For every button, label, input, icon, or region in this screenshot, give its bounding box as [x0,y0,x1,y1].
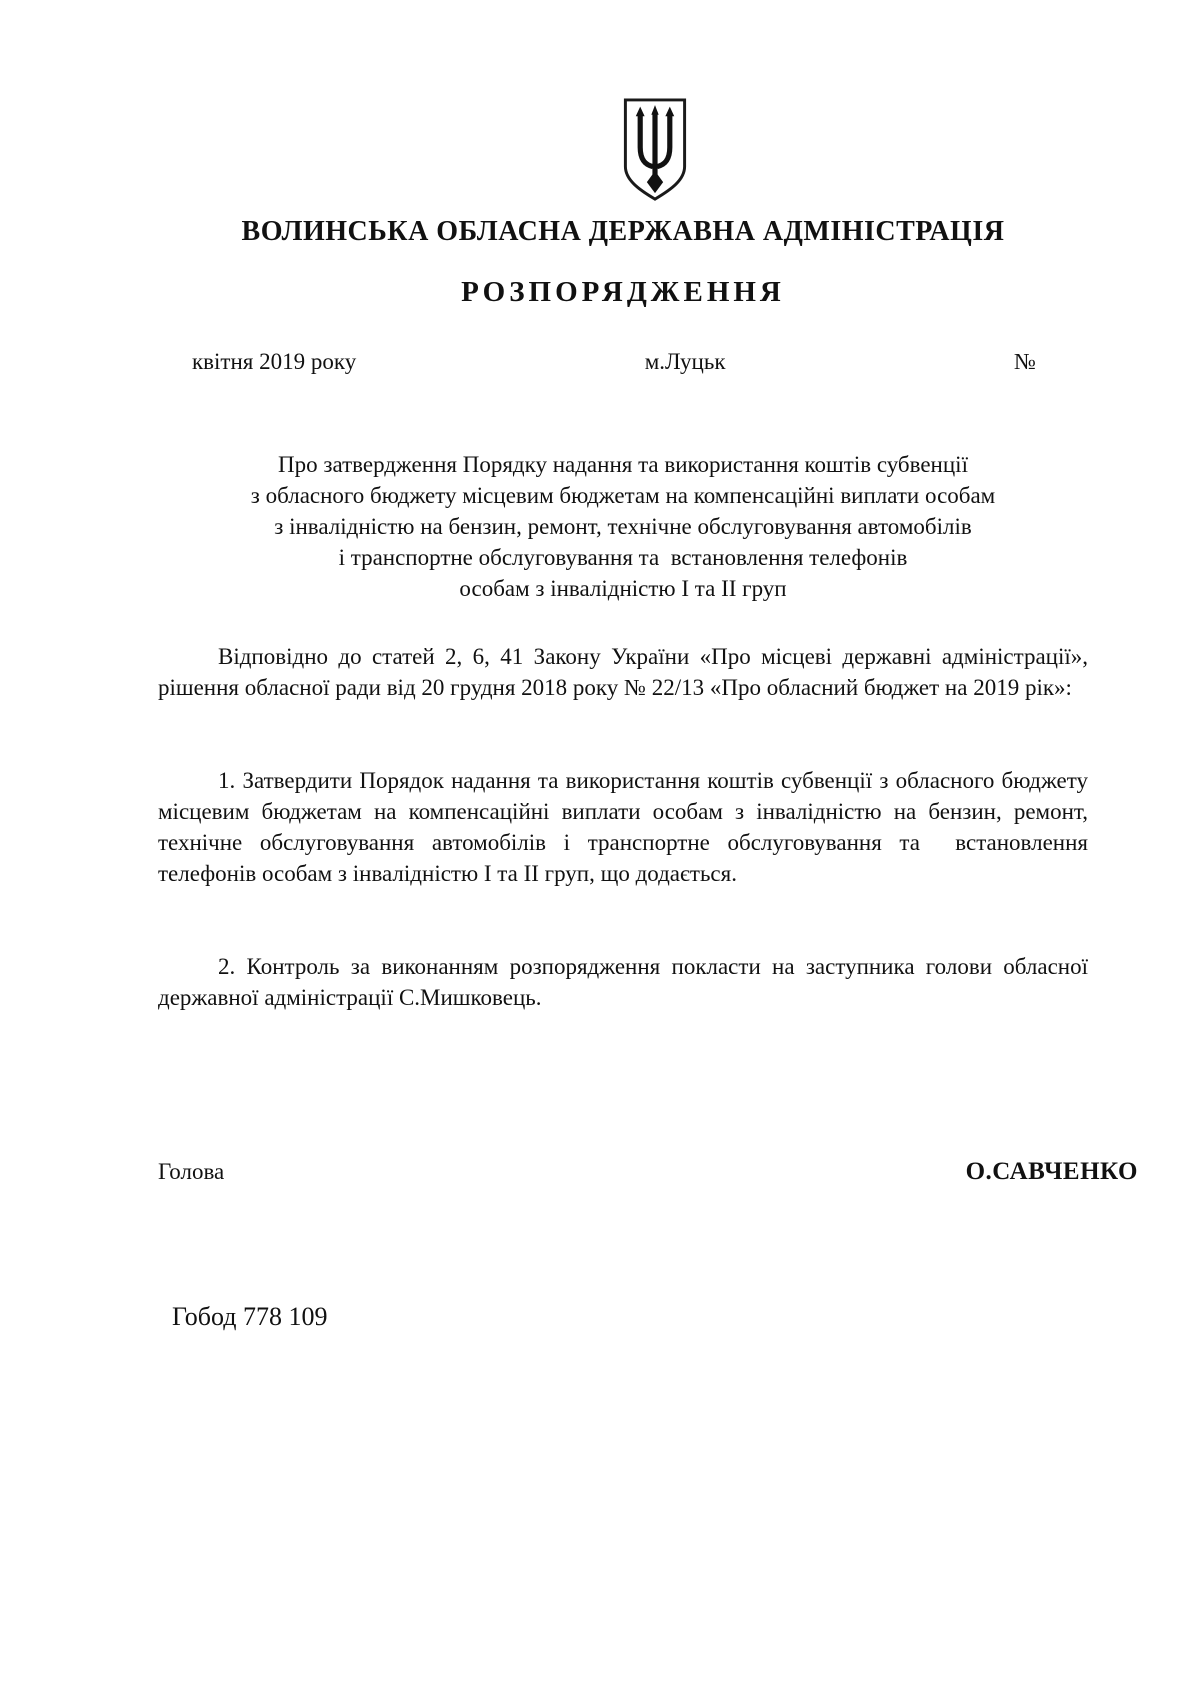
dateline-date: квітня 2019 року [192,349,357,374]
paragraph-legal-basis: Відповідно до статей 2, 6, 41 Закону України «Про місцеві державні адміністрації», рішення обласної ради від 20 грудня 2018 року № 22/13 «Про обласний бюджет на 2019 рік»: [158,644,1094,700]
subject-line: з інвалідністю на бензин, ремонт, технічне обслуговування автомобілів [274,514,972,539]
document-type-title: РОЗПОРЯДЖЕННЯ [461,276,785,308]
subject-line: і транспортне обслуговування та встановлення телефонів [338,545,908,570]
dateline-place: м.Луцьк [644,349,726,374]
emblem-container [158,94,1088,208]
subject-line: з обласного бюджету місцевим бюджетам на компенсаційні виплати особам [250,483,996,508]
subject-line: Про затвердження Порядку надання та використання коштів субвенції [278,452,968,477]
paragraph-item-2: 2. Контроль за виконанням розпорядження покласти на заступника голови обласної державної адміністрації С.Мишковець. [158,954,1094,1010]
organization-title: ВОЛИНСЬКА ОБЛАСНА ДЕРЖАВНА АДМІНІСТРАЦІЯ [241,216,1005,247]
signature-row [158,1158,1138,1186]
signature-position: Голова [158,1159,225,1184]
dateline-number-label: № [1014,349,1036,374]
executor-phone-line: Гобод 778 109 [172,1302,328,1331]
subject-line: особам з інвалідністю І та ІІ груп [459,576,787,601]
dateline-row [158,349,1088,375]
subject-block [158,449,1088,604]
paragraph-item-1: 1. Затвердити Порядок надання та використання коштів субвенції з обласного бюджету місцевим бюджетам на компенсаційні виплати особам з інвалідністю на бензин, ремонт, технічне обслуговування автомобілів і транспортне обслуговування та встановлення телефонів особам з інвалідністю І та ІІ груп, що додається. [158,768,1094,886]
coat-of-arms-ukraine-icon [618,94,692,208]
signature-name: О.САВЧЕНКО [965,1158,1138,1185]
